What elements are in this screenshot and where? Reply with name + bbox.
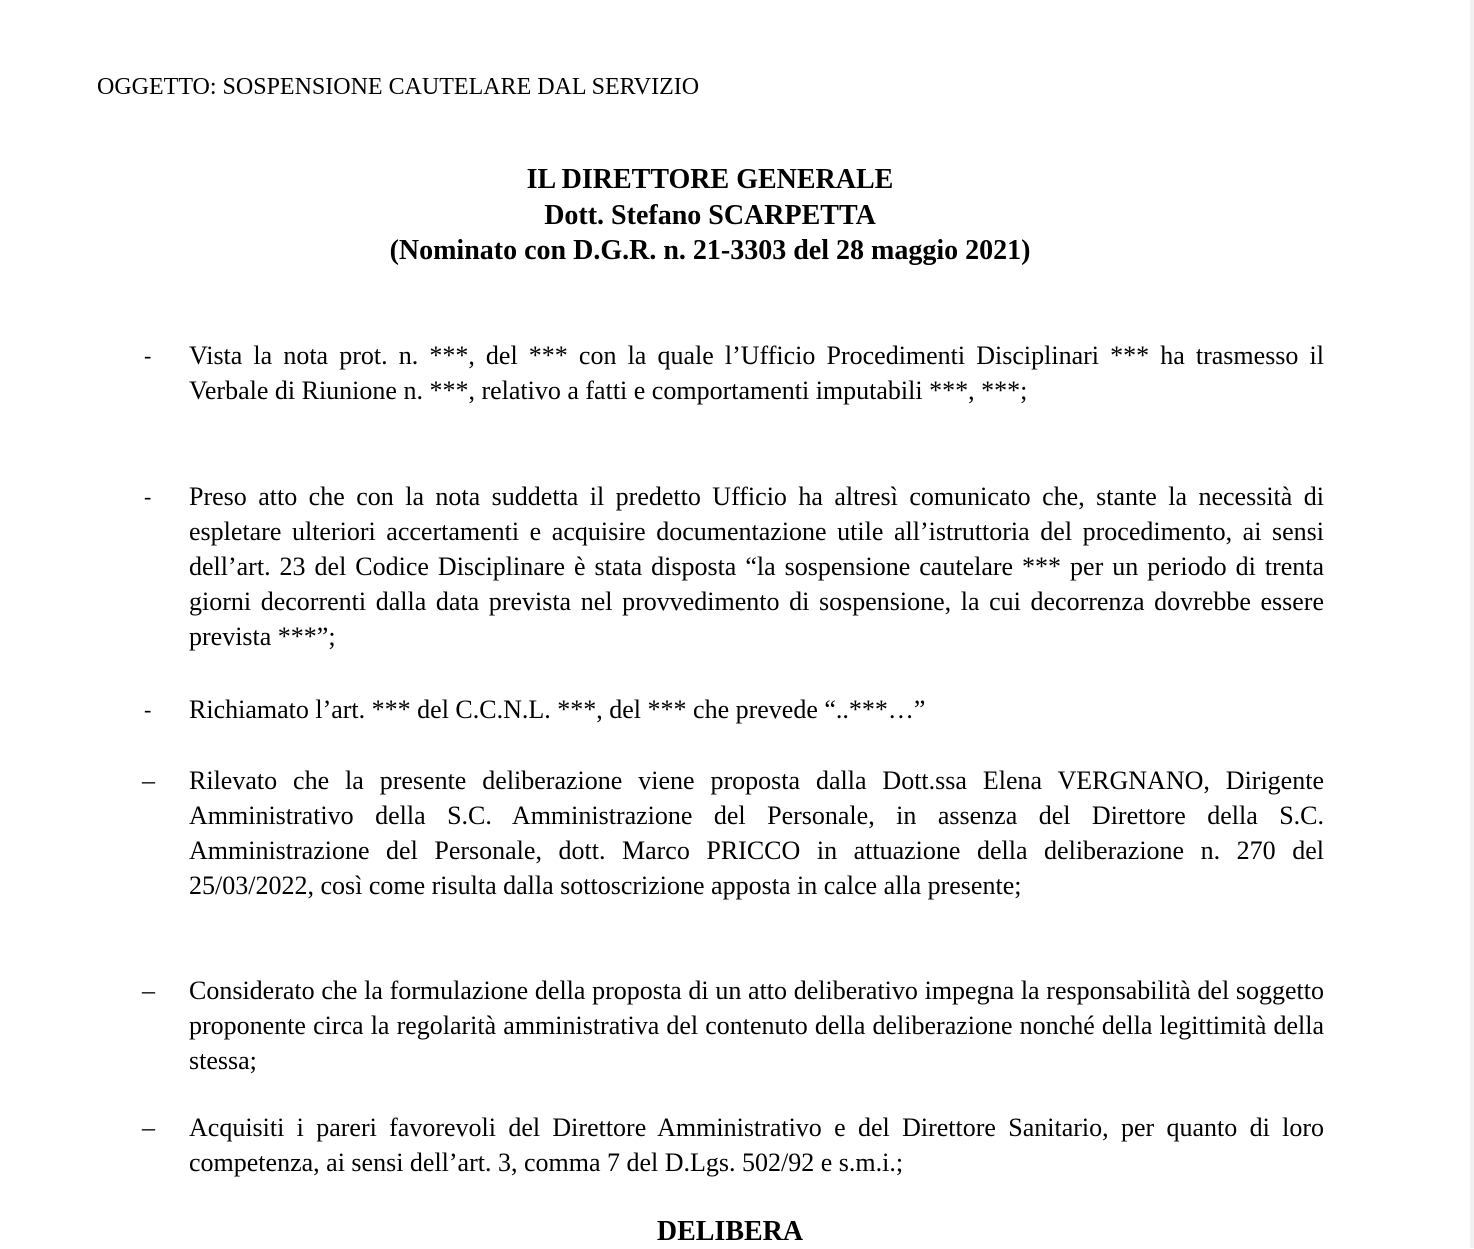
premise-item-3 bbox=[142, 692, 1324, 727]
bullet-marker: – bbox=[142, 766, 155, 795]
bullet-marker: – bbox=[142, 1113, 155, 1142]
bullet-marker: - bbox=[144, 484, 152, 509]
premise-item-2 bbox=[142, 479, 1324, 654]
premise-item-1 bbox=[142, 338, 1324, 408]
premise-item-4 bbox=[142, 763, 1324, 903]
premise-text: Acquisiti i pareri favorevoli del Direttore Amministrativo e del Direttore Sanitario, per quanto di loro competenza, ai sensi dell’art. 3, comma 7 del D.Lgs. 502/92 e s.m.i.; bbox=[189, 1113, 1324, 1177]
document-subject: OGGETTO: SOSPENSIONE CAUTELARE DAL SERVIZIO bbox=[97, 74, 700, 100]
deliberation-heading: DELIBERA bbox=[656, 1216, 804, 1247]
premise-text: Considerato che la formulazione della proposta di un atto deliberativo impegna la responsabilità del soggetto proponente circa la regolarità amministrativa del contenuto della deliberazione nonché della legittimità della stessa; bbox=[189, 976, 1324, 1075]
premise-item-5 bbox=[142, 973, 1324, 1078]
page-edge bbox=[1470, 0, 1474, 1248]
issuer-appointment: (Nominato con D.G.R. n. 21-3303 del 28 maggio 2021) bbox=[389, 235, 1031, 266]
issuer-heading bbox=[0, 162, 1420, 269]
bullet-marker: - bbox=[144, 343, 152, 368]
premise-text: Vista la nota prot. n. ***, del *** con la quale l’Ufficio Procedimenti Disciplinari *** ha trasmesso il Verbale di Riunione n. ***, relativo a fatti e comportamenti imputabili ***, ***; bbox=[189, 341, 1324, 405]
premise-item-6 bbox=[142, 1110, 1324, 1180]
premise-text: Richiamato l’art. *** del C.C.N.L. ***, del *** che prevede “..***…” bbox=[189, 695, 926, 724]
premise-text: Rilevato che la presente deliberazione viene proposta dalla Dott.ssa Elena VERGNANO, Dirigente Amministrativo della S.C. Amministrazione del Personale, in assenza del Direttore della S.C. Amministrazione del Personale, dott. Marco PRICCO in attuazione della deliberazione n. 270 del 25/03/2022, così come risulta dalla sottoscrizione apposta in calce alla presente; bbox=[189, 766, 1324, 900]
issuer-title: IL DIRETTORE GENERALE bbox=[526, 164, 894, 195]
issuer-name: Dott. Stefano SCARPETTA bbox=[544, 199, 876, 231]
bullet-marker: – bbox=[142, 976, 155, 1005]
bullet-marker: - bbox=[144, 697, 152, 722]
premise-text: Preso atto che con la nota suddetta il predetto Ufficio ha altresì comunicato che, stante la necessità di espletare ulteriori accertamenti e acquisire documentazione utile all’istruttoria del procedimento, ai sensi dell’art. 23 del Codice Disciplinare è stata disposta “la sospensione cautelare *** per un periodo di trenta giorni decorrenti dalla data prevista nel provvedimento di sospensione, la cui decorrenza dovrebbe essere prevista ***”; bbox=[189, 482, 1324, 651]
